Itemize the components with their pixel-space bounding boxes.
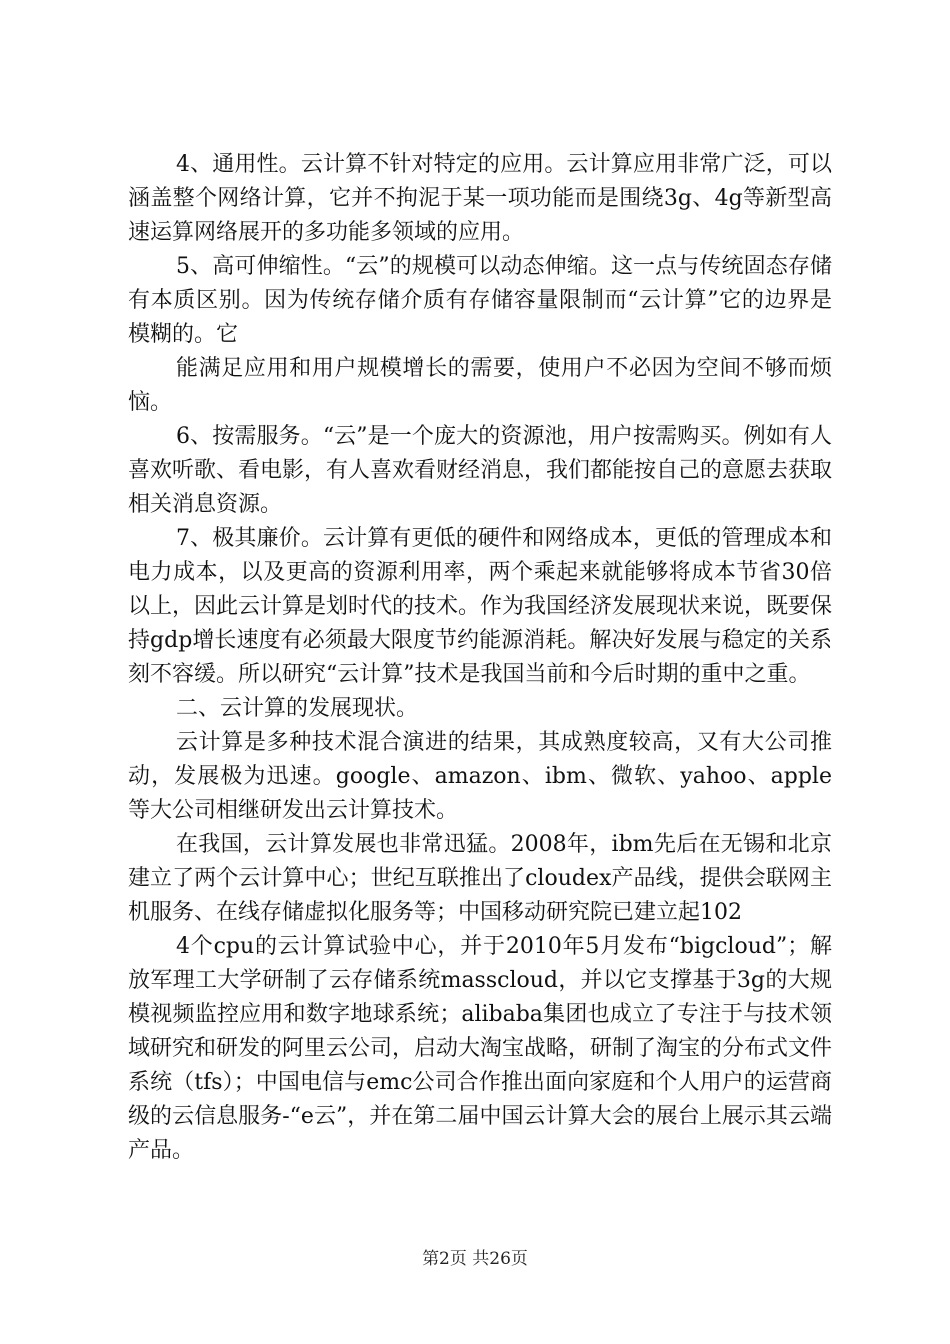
paragraph-china-development: 在我国，云计算发展也非常迅猛。2008年，ibm先后在无锡和北京建立了两个云计算中心；世纪互联推出了cloudex产品线，提供会联网主机服务、在线存储虚拟化服务等；中国移动研究院已建立起102 <box>128 832 832 925</box>
paragraph-generality: 4、通用性。云计算不针对特定的应用。云计算应用非常广泛，可以涵盖整个网络计算，它并不拘泥于某一项功能而是围绕3g、4g等新型高速运算网络展开的多功能多领域的应用。 <box>128 152 832 245</box>
paragraph-low-cost: 7、极其廉价。云计算有更低的硬件和网络成本，更低的管理成本和电力成本，以及更高的资源利用率，两个乘起来就能够将成本节省30倍以上，因此云计算是划时代的技术。作为我国经济发展现状来说，既要保持gdp增长速度有必须最大限度节约能源消耗。解决好发展与稳定的关系刻不容缓。所以研究“云计算”技术是我国当前和今后时期的重中之重。 <box>128 526 833 687</box>
paragraph-development-overview: 云计算是多种技术混合演进的结果，其成熟度较高，又有大公司推动，发展极为迅速。google、amazon、ibm、微软、yahoo、apple等大公司相继研发出云计算技术。 <box>128 730 832 823</box>
section-heading-development: 二、云计算的发展现状。 <box>176 696 419 721</box>
paragraph-on-demand: 6、按需服务。“云”是一个庞大的资源池，用户按需购买。例如有人喜欢听歌、看电影，有人喜欢看财经消息，我们都能按自己的意愿去获取相关消息资源。 <box>128 424 833 517</box>
page-number-footer: 第2页 共26页 <box>422 1249 528 1269</box>
paragraph-scalability: 5、高可伸缩性。“云”的规模可以动态伸缩。这一点与传统固态存储有本质区别。因为传统存储介质有存储容量限制而“云计算”它的边界是模糊的。它 <box>128 254 832 347</box>
document-body <box>128 148 832 1168</box>
paragraph-china-development-continued: 4个cpu的云计算试验中心，并于2010年5月发布“bigcloud”；解放军理工大学研制了云存储系统masscloud，并以它支撑基于3g的大规模视频监控应用和数字地球系统；alibaba集团也成立了专注于与技术领域研究和研发的阿里云公司，启动大淘宝战略，研制了淘宝的分布式文件系统（tfs）；中国电信与emc公司合作推出面向家庭和个人用户的运营商级的云信息服务-“e云”，并在第二届中国云计算大会的展台上展示其云端产品。 <box>128 934 833 1163</box>
paragraph-scalability-continued: 能满足应用和用户规模增长的需要，使用户不必因为空间不够而烦恼。 <box>128 356 832 415</box>
